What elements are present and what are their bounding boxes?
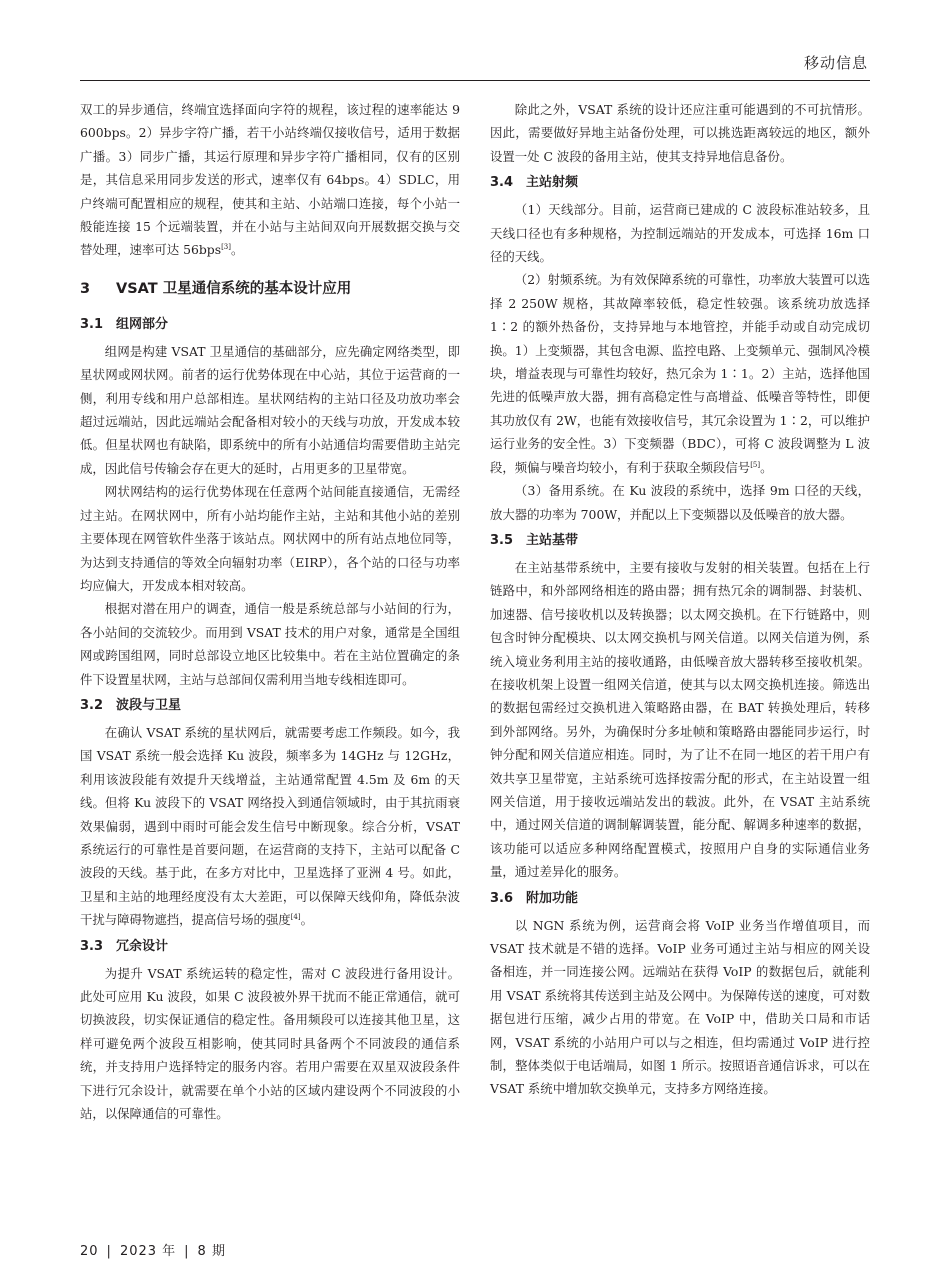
citation-4: [4] [290,913,301,922]
section-3-4-paragraph-2: （2）射频系统。为有效保障系统的可靠性，功率放大装置可以选择 2 250W 规格，其故障率较低，稳定性较强。该系统功放选择 1∶2 的额外热备份，支持异地与本地管控，并能手动或自动完成切换。1）上变频器，其包含电源、监控电路、上变频单元、强制风冷模块，增益表现与可靠性均较好，热冗余为 1∶1。2）主站，选择他国先进的低噪声放大器，拥有高稳定性与高增益、低噪音等特性，即便其功放仅有 2W，也能有效接收信号，其冗余设置为 1∶2，可以维护运行业务的安全性。3）下变频器（BDC），可将 C 波段调整为 L 波段，频偏与噪音均较小，有利于获取全频段信号[5]。 [490,272,870,475]
page-number: 20 [80,1244,99,1259]
section-3-2-heading: 3.2 波段与卫星 [80,697,182,713]
section-3-6-paragraph-1: 以 NGN 系统为例，运营商会将 VoIP 业务当作增值项目，而 VSAT 技术就是不错的选择。VoIP 业务可通过主站与相应的网关设备相连，并一同连接公网。远端站在获得 VoIP 的数据包后，就能利用 VSAT 系统将其传送到主站及公网中。为保障传送的速度，可对数据包进行压缩，减少占用的带宽。在 VoIP 中，借助关口局和市话网，VSAT 系统的小站用户可以与之相连，但均需通过 VoIP 进行控制，整体类似于电话端局，如图 1 所示。按照语音通信诉求，可以在 VSAT 系统中增加软交换单元，支持多方网络连接。 [490,917,870,1097]
section-3-3-paragraph-1: 为提升 VSAT 系统运转的稳定性，需对 C 波段进行备用设计。此处可应用 Ku 波段，如果 C 波段被外界干扰而不能正常通信，就可切换波段，切实保证通信的稳定性。备用频段可以连接其他卫星，这样可避免两个波段互相影响，使其同时具备两个不同波段的通信系统，并支持用户选择特定的服务内容。若用户需要在双星双波段条件下进行冗余设计，就需要在单个小站的区域内建设两个不同波段的小站，以保障通信的可靠性。 [80,965,460,1122]
section-3-4-heading: 3.4 主站射频 [490,175,579,191]
section-3-1-heading: 3.1 组网部分 [80,316,169,332]
citation-3: [3] [221,243,231,252]
section-3-5-heading: 3.5 主站基带 [490,532,579,548]
section-3-1-paragraph-3: 根据对潜在用户的调查，通信一般是系统总部与小站间的行为，各小站间的交流较少。而用到 VSAT 技术的用户对象，通常是全国组网或跨国组网，同时总部设立地区比较集中。若在主站位置确定的条件下设置星状网，主站与总部间仅需利用当地专线相连即可。 [80,601,460,687]
section-3-6-heading: 3.6 附加功能 [490,890,579,906]
section-3-2-paragraph-1: 在确认 VSAT 系统的星状网后，就需要考虑工作频段。如今，我国 VSAT 系统一般会选择 Ku 波段，频率多为 14GHz 与 12GHz，利用该波段能有效提升天线增益，主站通常配置 4.5m 及 6m 的天线。但将 Ku 波段下的 VSAT 网络投入到通信领域时，由于其抗雨衰效果偏弱，遇到中雨时可能会发生信号中断现象。综合分析，VSAT 系统运行的可靠性是首要问题，在运营商的支持下，主站可以配备 C 波段的天线。基于此，在多方对比中，卫星选择了亚洲 4 号。如此，卫星和主站的地理经度没有太大差距，可以保障天线仰角，降低杂波干扰与障碍物遮挡，提高信号场的强度[4]。 [80,724,460,928]
section-3-heading: 3 VSAT 卫星通信系统的基本设计应用 [80,280,352,297]
issue-number: 8 期 [197,1244,226,1259]
intro-paragraph: 双工的异步通信，终端宜选择面向字符的规程，该过程的速率能达 9 600bps。2）异步字符广播，若干小站终端仅接收信号，适用于数据广播。3）同步广播，其运行原理和异步字符广播相同，仅有的区别是，其信息采用同步发送的形式，速率仅有 64bps。4）SDLC，用户终端可配置相应的规程，使其和主站、小站端口连接，每个小站一般能连接 15 个远端装置，并在小站与主站间双向开展数据交换与交替处理，速率可达 56bps[3]。 [80,102,460,258]
section-3-3-heading: 3.3 冗余设计 [80,938,169,954]
issue-year: 2023 年 [119,1244,177,1259]
right-column [490,98,870,1101]
journal-title: 移动信息 [803,54,868,72]
section-3-1-paragraph-1: 组网是构建 VSAT 卫星通信的基础部分，应先确定网络类型，即星状网或网状网。前者的运行优势体现在中心站，其位于运营商的一侧，利用专线和用户总部相连。星状网结构的主站口径及功放功率会超过远端站，因此远端站会配备相对较小的天线与功放，开发成本较低。但星状网也有缺陷，即系统中的所有小站通信均需要借助主站完成，因此信号传输会存在更大的延时，占用更多的卫星带宽。 [80,343,460,476]
section-3-3-paragraph-2: 除此之外，VSAT 系统的设计还应注重可能遇到的不可抗情形。因此，需要做好异地主站备份处理，可以挑选距离较远的地区，额外设置一处 C 波段的备用主站，使其支持异地信息备份。 [490,102,870,164]
section-3-4-paragraph-1: （1）天线部分。目前，运营商已建成的 C 波段标准站较多，且天线口径也有多种规格，为控制远端站的开发成本，可选择 16m 口径的天线。 [490,202,870,265]
left-column [80,98,460,1125]
page-footer: 20 | 2023 年 | 8 期 [80,1244,226,1259]
header-rule [80,80,870,81]
section-3-5-paragraph-1: 在主站基带系统中，主要有接收与发射的相关装置。包括在上行链路中，和外部网络相连的路由器；拥有热冗余的调制器、封装机、加速器、信号接收机以及转换器；以太网交换机。在下行链路中，则包含时钟分配模块、以太网交换机与网关信道。以网关信道为例，系统入境业务利用主站的接收通路，由低噪音放大器转移至接收机架。在接收机架上设置一组网关信道，使其与以太网交换机连接。筛选出的数据包需经过交换机进入策略路由器，在 BAT 转换处理后，转移到外部网络。另外，为确保时分多址帧和策略路由器能同步运行，时钟分配和网关信道应相连。同时，为了让不在同一地区的若干用户有效共享卫星带宽，主站系统可选择按需分配的形式，在主站设置一组网关信道，用于接收远端站发出的载波。此外，在 VSAT 主站系统中，通过网关信道的调制解调装置，能分配、解调多种速率的数据，该功能可以适应多种网络配置模式，按照用户自身的实际通信业务量，通过差异化的服务。 [490,559,870,880]
section-3-1-paragraph-2: 网状网结构的运行优势体现在任意两个站间能直接通信，无需经过主站。在网状网中，所有小站均能作主站，主站和其他小站的差别主要体现在网管软件坐落于该站点。网状网中的所有站点地位同等，为达到支持通信的等效全向辐射功率（EIRP），各个站的口径与功率均应偏大，开发成本相对较高。 [80,484,460,593]
citation-5: [5] [750,460,761,469]
section-3-4-paragraph-3: （3）备用系统。在 Ku 波段的系统中，选择 9m 口径的天线，放大器的功率为 700W，并配以上下变频器以及低噪音的放大器。 [490,483,870,522]
